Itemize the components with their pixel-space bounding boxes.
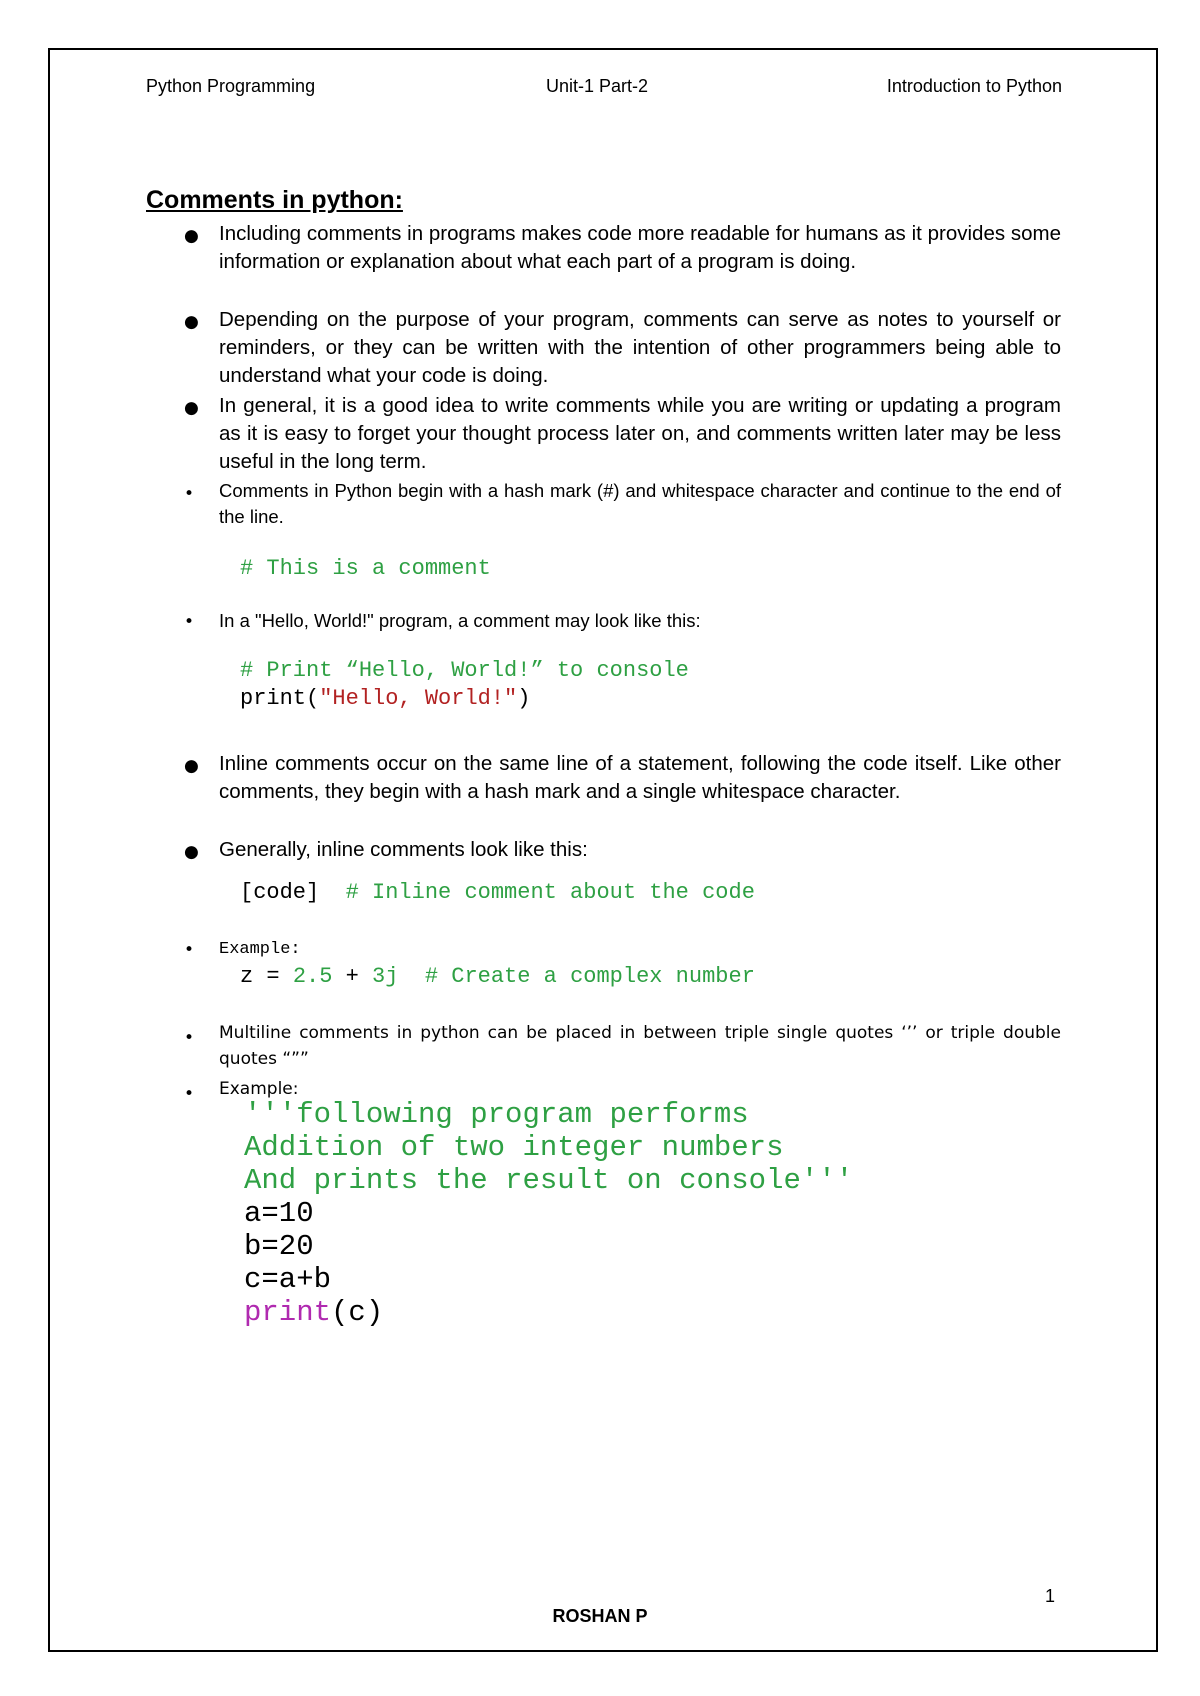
- header-course: Python Programming: [146, 76, 316, 96]
- bullet-hash-mark: Comments in Python begin with a hash mark (#) and whitespace character and continue to the end of the line.: [219, 480, 1061, 527]
- bullet-dot-icon: •: [184, 484, 195, 504]
- code-inline-code: [code]: [240, 880, 320, 905]
- code-ml-c: c=a+b: [244, 1263, 332, 1296]
- code-hello-comment: # Print “Hello, World!” to console: [240, 658, 689, 683]
- code-comment-example: # This is a comment: [240, 556, 491, 581]
- code-num-2-5: 2.5: [292, 964, 333, 989]
- code-inline-comment: # Inline comment about the code: [345, 880, 755, 905]
- header-unit: Unit-1 Part-2: [546, 76, 649, 96]
- bullet-inline-comments: Inline comments occur on the same line of a statement, following the code itself. Like other comments, they begin with a hash mark and a single whitespace character.: [219, 752, 1061, 803]
- bullet-hello-world: In a "Hello, World!" program, a comment may look like this:: [219, 610, 701, 631]
- code-complex-comment: # Create a complex number: [424, 964, 755, 989]
- page-header: [146, 76, 1062, 102]
- code-ml-b: b=20: [244, 1230, 314, 1263]
- bullet-multiline: Multiline comments in python can be placed in between triple single quotes ‘’’ or triple double quotes “””: [219, 1023, 1061, 1069]
- bullet-purpose: Depending on the purpose of your program, comments can serve as notes to yourself or reminders, or they can be written with the intention of other programmers being able to understand what your code is doing.: [219, 308, 1061, 387]
- code-ml-line1: '''following program performs: [244, 1098, 749, 1131]
- header-topic: Introduction to Python: [886, 76, 1062, 96]
- code-z-assign: z =: [240, 964, 293, 989]
- bullet-dot-icon: ●: [184, 398, 199, 418]
- bullet-dot-icon: ●: [184, 842, 199, 862]
- code-print-string: "Hello, World!": [319, 686, 518, 711]
- bullet-dot-icon: ●: [184, 312, 199, 332]
- bullet-dot-icon: •: [184, 1028, 195, 1048]
- code-plus: +: [332, 964, 373, 989]
- bullet-dot-icon: •: [184, 612, 195, 632]
- code-inline-example: [240, 880, 755, 905]
- bullet-dot-icon: ●: [184, 226, 199, 246]
- code-ml-print-arg: (c): [331, 1296, 384, 1329]
- example-label-2: Example:: [219, 1079, 299, 1099]
- code-ml-line2: Addition of two integer numbers: [244, 1131, 784, 1164]
- footer-author: ROSHAN P: [552, 1606, 648, 1626]
- bullet-dot-icon: •: [184, 940, 195, 960]
- code-hello-print: [240, 686, 530, 711]
- code-ml-print: [244, 1296, 383, 1329]
- bullet-dot-icon: ●: [184, 756, 199, 776]
- code-ml-line3: And prints the result on console''': [244, 1164, 854, 1197]
- bullet-good-idea: In general, it is a good idea to write comments while you are writing or updating a program as it is easy to forget your thought process later on, and comments written later may be less useful in the long term.: [219, 394, 1061, 473]
- example-label: Example:: [219, 940, 301, 959]
- bullet-dot-icon: •: [184, 1084, 195, 1104]
- bullet-inline-look: Generally, inline comments look like this:: [219, 838, 588, 861]
- code-print-close: ): [517, 686, 531, 711]
- bullet-readability: Including comments in programs makes code more readable for humans as it provides some information or explanation about what each part of a program is doing.: [219, 222, 1061, 273]
- code-num-3j: 3j: [372, 964, 399, 989]
- section-title: Comments in python:: [146, 186, 403, 214]
- code-ml-print-fn: print: [244, 1296, 332, 1329]
- page-number: 1: [1045, 1586, 1056, 1606]
- code-ml-a: a=10: [244, 1197, 314, 1230]
- code-print-fn: print(: [240, 686, 320, 711]
- code-complex-example: [240, 964, 755, 989]
